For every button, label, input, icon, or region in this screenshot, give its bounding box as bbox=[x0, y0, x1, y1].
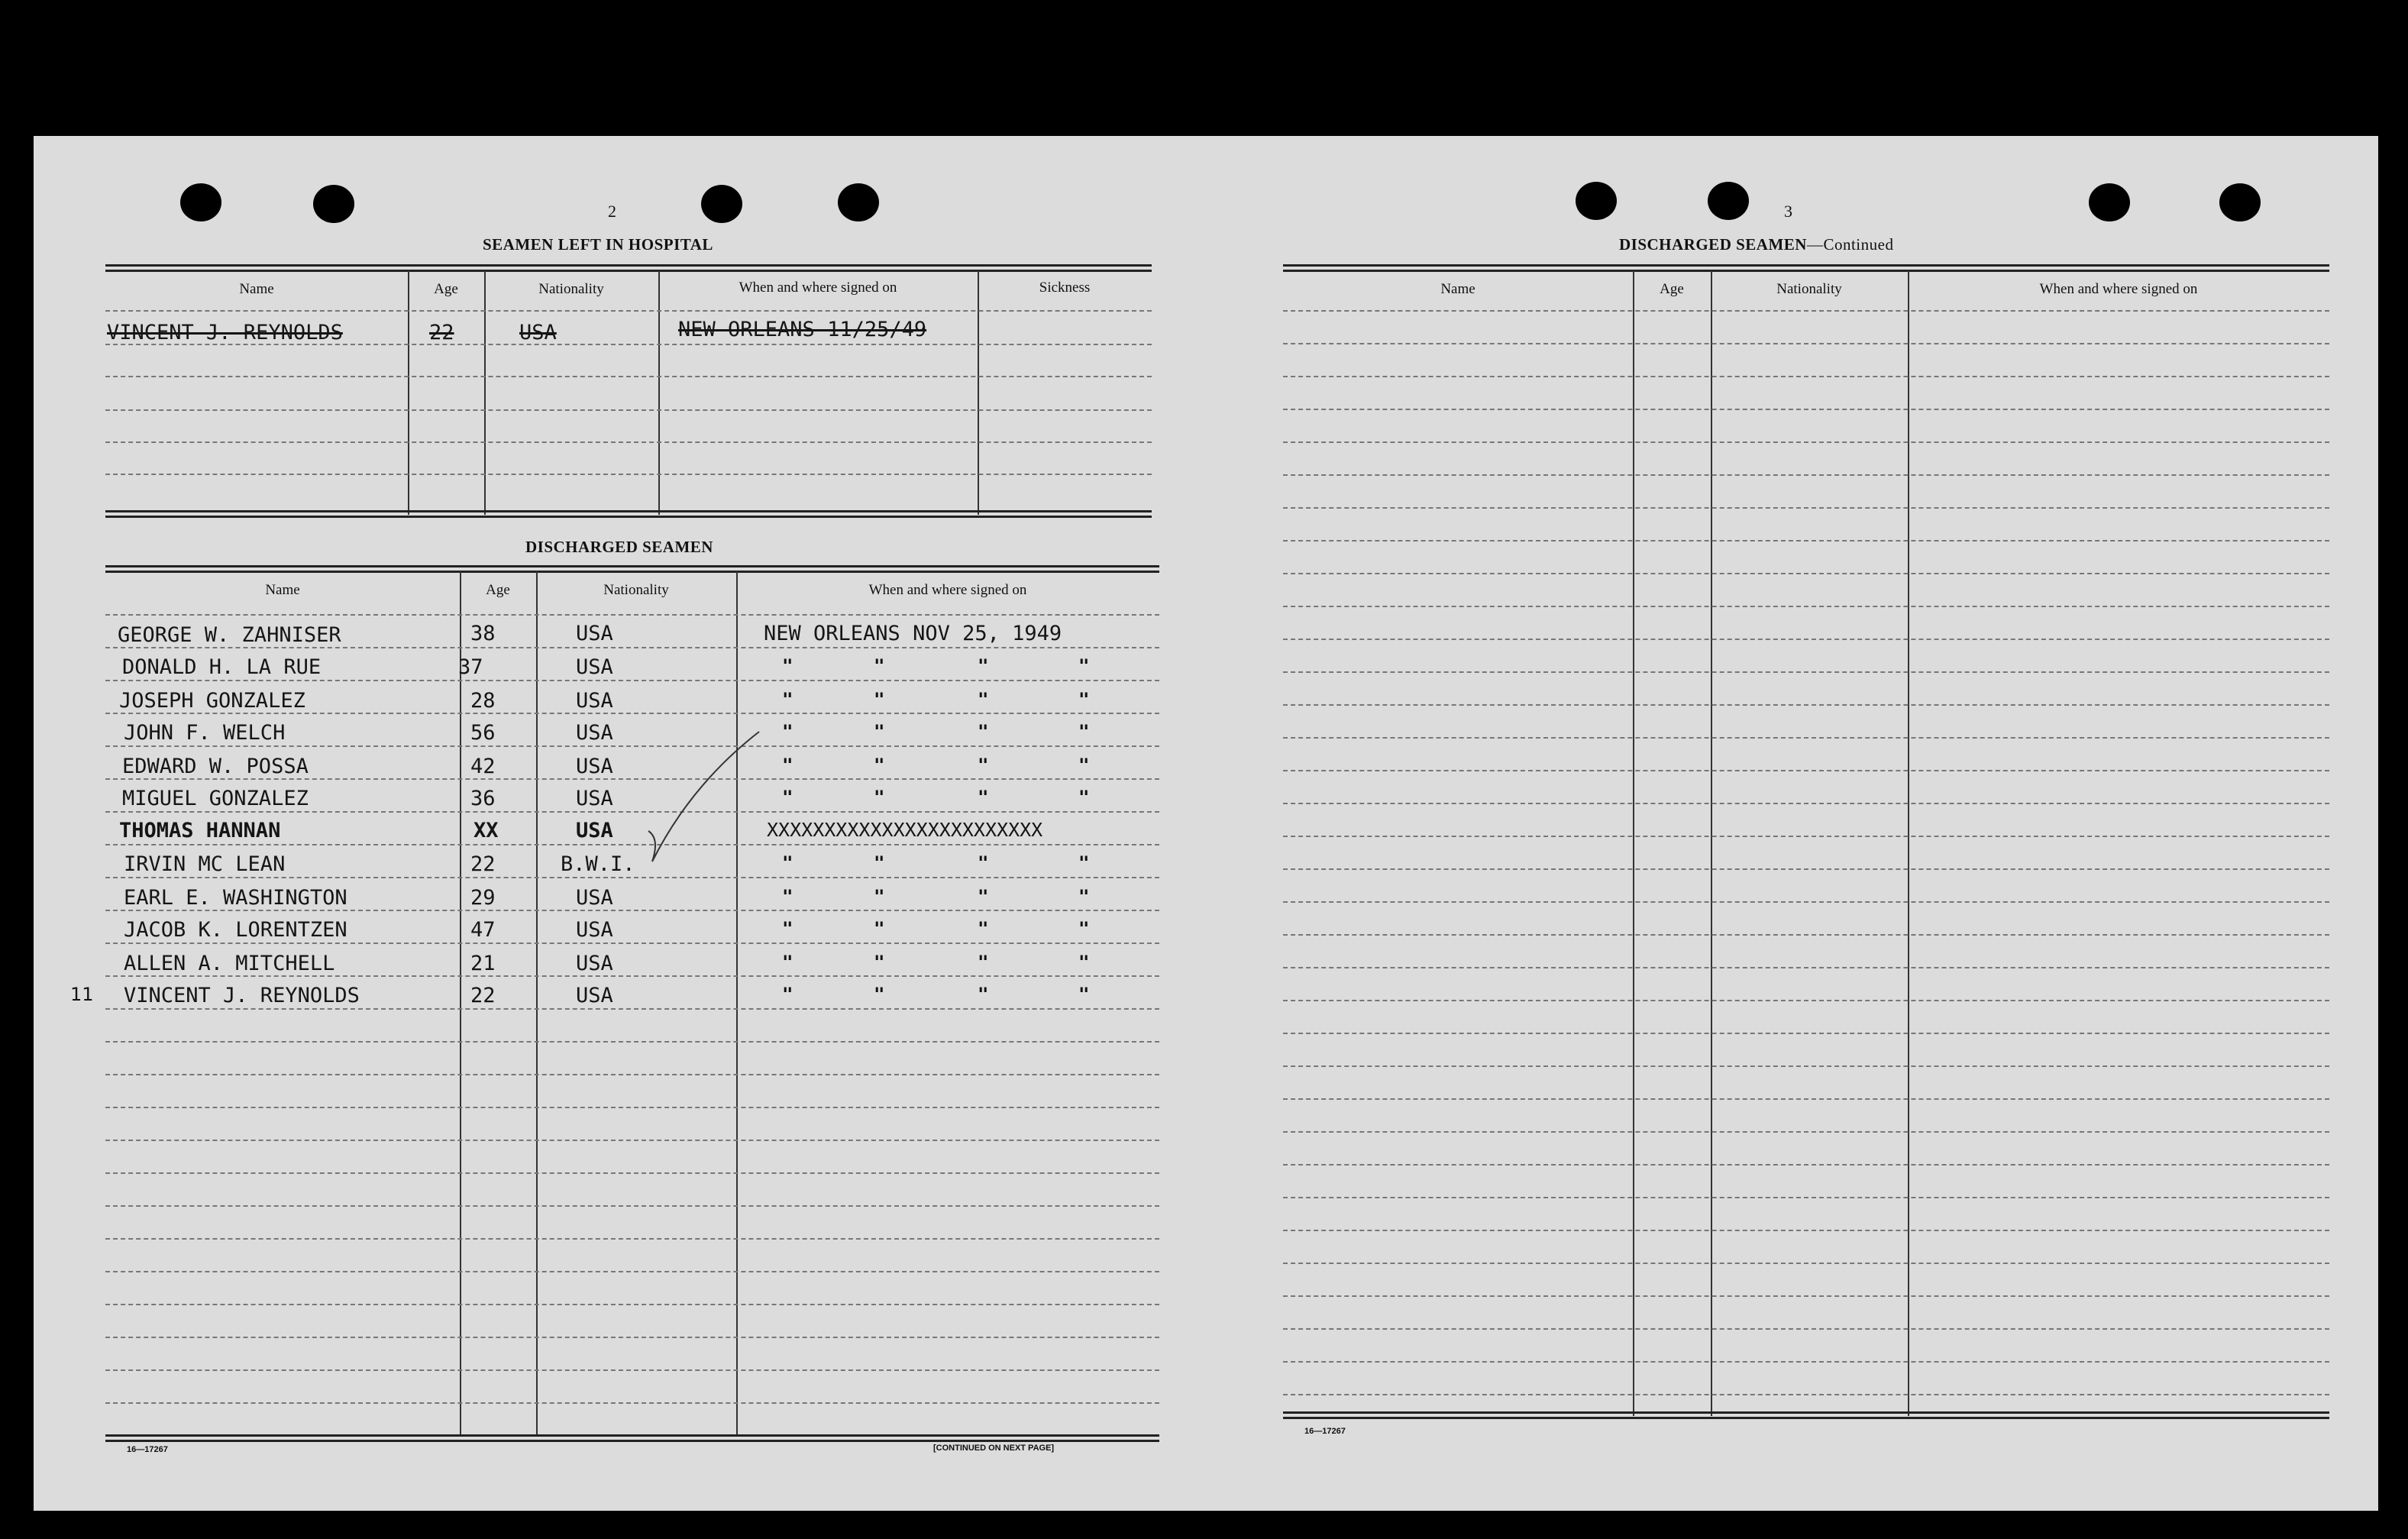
ruled-line bbox=[1283, 1394, 2329, 1395]
discharged-row-8-age: 29 bbox=[470, 886, 496, 910]
discharged-row-8-name: EARL E. WASHINGTON bbox=[124, 886, 347, 910]
margin-mark: 11 bbox=[70, 984, 94, 1005]
column-header-name: Name bbox=[265, 582, 300, 598]
form-number: 16—17267 bbox=[1304, 1427, 1346, 1436]
ruled-line bbox=[105, 975, 1159, 977]
ditto-mark: " bbox=[978, 918, 989, 939]
ditto-mark: " bbox=[978, 952, 989, 973]
ruled-line bbox=[1283, 474, 2329, 476]
ruled-line bbox=[1283, 441, 2329, 443]
ruled-line bbox=[1283, 1000, 2329, 1001]
ditto-mark: " bbox=[874, 886, 885, 907]
ruled-line bbox=[1283, 343, 2329, 344]
punch-hole bbox=[2219, 183, 2261, 221]
ditto-mark: " bbox=[782, 886, 794, 907]
punch-hole bbox=[2089, 183, 2130, 221]
ruled-line bbox=[105, 1304, 1159, 1305]
column-header-age: Age bbox=[1660, 281, 1684, 297]
discharged-row-3-nationality: USA bbox=[576, 721, 613, 745]
discharged-row-10-age: 21 bbox=[470, 952, 496, 975]
discharged-row-0-age: 38 bbox=[470, 622, 496, 645]
ditto-mark: " bbox=[782, 655, 794, 677]
ditto-mark: " bbox=[874, 721, 885, 742]
ditto-mark: " bbox=[1078, 755, 1090, 776]
ditto-mark: " bbox=[874, 655, 885, 677]
page-number: 2 bbox=[608, 202, 616, 221]
ditto-mark: " bbox=[782, 721, 794, 742]
continued-note: [CONTINUED ON NEXT PAGE] bbox=[933, 1444, 1055, 1453]
ruled-line bbox=[1283, 803, 2329, 804]
discharged-row-4-nationality: USA bbox=[576, 755, 613, 778]
ruled-line bbox=[105, 1337, 1159, 1338]
ditto-mark: " bbox=[1078, 787, 1090, 808]
column-header-sickness: Sickness bbox=[1039, 280, 1091, 296]
discharged-row-8-nationality: USA bbox=[576, 886, 613, 910]
punch-hole bbox=[838, 183, 879, 221]
hospital-row-nationality: USA bbox=[519, 321, 557, 344]
page-number: 3 bbox=[1784, 202, 1792, 221]
discharged-row-4-name: EDWARD W. POSSA bbox=[122, 755, 309, 778]
column-header-nationality: Nationality bbox=[603, 582, 669, 598]
ruled-line bbox=[1283, 868, 2329, 870]
title-continued: —Continued bbox=[1806, 235, 1894, 254]
column-header-nationality: Nationality bbox=[1776, 281, 1842, 297]
ditto-mark: " bbox=[874, 852, 885, 874]
ditto-mark: " bbox=[782, 755, 794, 776]
discharged-row-11-name: VINCENT J. REYNOLDS bbox=[124, 984, 360, 1007]
ruled-line bbox=[1283, 1164, 2329, 1166]
ruled-line bbox=[105, 1041, 1159, 1043]
discharged-row-9-name: JACOB K. LORENTZEN bbox=[124, 918, 347, 942]
ruled-line bbox=[1283, 1033, 2329, 1034]
ditto-mark: " bbox=[874, 952, 885, 973]
discharged-row-3-age: 56 bbox=[470, 721, 496, 745]
column-header-signed-on: When and where signed on bbox=[868, 582, 1027, 598]
ruled-line bbox=[1283, 1361, 2329, 1363]
ditto-mark: " bbox=[978, 721, 989, 742]
hospital-section-title: SEAMEN LEFT IN HOSPITAL bbox=[483, 235, 713, 254]
hospital-table-top-rule bbox=[105, 264, 1152, 267]
discharged-row-2-name: JOSEPH GONZALEZ bbox=[119, 689, 305, 713]
punch-hole bbox=[1708, 182, 1749, 220]
discharged-row-9-age: 47 bbox=[470, 918, 496, 942]
ruled-line bbox=[1283, 1098, 2329, 1100]
ruled-line bbox=[1283, 540, 2329, 542]
discharged-row-7-name: IRVIN MC LEAN bbox=[124, 852, 286, 876]
ruled-line bbox=[1283, 1197, 2329, 1198]
ruled-line bbox=[105, 745, 1159, 747]
ruled-line bbox=[1283, 671, 2329, 673]
ditto-mark: " bbox=[782, 852, 794, 874]
discharged-row-0-signed-on: NEW ORLEANS NOV 25, 1949 bbox=[764, 622, 1062, 645]
ditto-mark: " bbox=[978, 755, 989, 776]
ruled-line bbox=[105, 942, 1159, 944]
discharged-row-5-name: MIGUEL GONZALEZ bbox=[122, 787, 309, 810]
ditto-mark: " bbox=[1078, 952, 1090, 973]
discharged-row-6-age: XX bbox=[474, 819, 499, 842]
discharged-row-4-age: 42 bbox=[470, 755, 496, 778]
ruled-line bbox=[105, 1008, 1159, 1010]
ruled-line bbox=[1283, 737, 2329, 739]
column-header-name: Name bbox=[239, 281, 274, 297]
ditto-mark: " bbox=[1078, 918, 1090, 939]
column-header-nationality: Nationality bbox=[538, 281, 604, 297]
ruled-line bbox=[1283, 409, 2329, 410]
ruled-line bbox=[1283, 376, 2329, 377]
discharged-row-9-nationality: USA bbox=[576, 918, 613, 942]
hospital-row-name: VINCENT J. REYNOLDS bbox=[107, 321, 343, 344]
ruled-line bbox=[105, 614, 1159, 616]
ditto-mark: " bbox=[1078, 886, 1090, 907]
ruled-line bbox=[105, 1107, 1159, 1108]
discharged-row-7-nationality: B.W.I. bbox=[561, 852, 635, 876]
ruled-line bbox=[105, 1238, 1159, 1240]
discharged-row-1-name: DONALD H. LA RUE bbox=[122, 655, 322, 679]
ditto-mark: " bbox=[1078, 984, 1090, 1005]
ditto-mark: " bbox=[782, 787, 794, 808]
ruled-line bbox=[1283, 639, 2329, 640]
discharged-row-5-age: 36 bbox=[470, 787, 496, 810]
manifest-sheet bbox=[34, 136, 2378, 1511]
hospital-row-age: 22 bbox=[429, 321, 454, 344]
ditto-mark: " bbox=[978, 852, 989, 874]
ruled-line bbox=[1283, 836, 2329, 837]
discharged-row-7-age: 22 bbox=[470, 852, 496, 876]
ruled-line bbox=[1283, 1295, 2329, 1297]
discharged-row-6-nationality: USA bbox=[576, 819, 613, 842]
ruled-line bbox=[1283, 704, 2329, 706]
discharged-row-11-nationality: USA bbox=[576, 984, 613, 1007]
ditto-mark: " bbox=[978, 689, 989, 710]
ruled-line bbox=[105, 647, 1159, 648]
discharged-section-title: DISCHARGED SEAMEN bbox=[525, 538, 713, 556]
ditto-mark: " bbox=[1078, 655, 1090, 677]
ruled-line bbox=[105, 1172, 1159, 1174]
ruled-line bbox=[1283, 934, 2329, 936]
ruled-line bbox=[1283, 573, 2329, 574]
discharged-row-1-nationality: USA bbox=[576, 655, 613, 679]
ruled-line bbox=[105, 778, 1159, 780]
discharged-row-2-age: 28 bbox=[470, 689, 496, 713]
ditto-mark: " bbox=[978, 984, 989, 1005]
ditto-mark: " bbox=[1078, 689, 1090, 710]
discharged-row-10-nationality: USA bbox=[576, 952, 613, 975]
ditto-mark: " bbox=[978, 787, 989, 808]
ruled-line bbox=[1283, 1065, 2329, 1067]
ruled-line bbox=[105, 811, 1159, 813]
ruled-line bbox=[105, 713, 1159, 714]
discharged-row-10-name: ALLEN A. MITCHELL bbox=[124, 952, 335, 975]
ditto-mark: " bbox=[874, 918, 885, 939]
ruled-line bbox=[105, 1402, 1159, 1404]
ruled-line bbox=[105, 910, 1159, 911]
ruled-line bbox=[105, 877, 1159, 878]
column-header-signed-on: When and where signed on bbox=[739, 280, 897, 296]
punch-hole bbox=[1576, 182, 1617, 220]
discharged-row-6-name: THOMAS HANNAN bbox=[119, 819, 281, 842]
ruled-line bbox=[1283, 507, 2329, 509]
discharged-row-11-age: 22 bbox=[470, 984, 496, 1007]
discharged-row-6-signed-on: XXXXXXXXXXXXXXXXXXXXXXXX bbox=[767, 819, 1043, 841]
ruled-line bbox=[1283, 606, 2329, 607]
discharged-row-0-name: GEORGE W. ZAHNISER bbox=[118, 623, 341, 647]
punch-hole bbox=[180, 183, 221, 221]
column-header-name: Name bbox=[1440, 281, 1476, 297]
ditto-mark: " bbox=[782, 918, 794, 939]
ditto-mark: " bbox=[978, 655, 989, 677]
ruled-line bbox=[105, 1140, 1159, 1141]
ruled-line bbox=[105, 680, 1159, 681]
ditto-mark: " bbox=[782, 984, 794, 1005]
column-header-age: Age bbox=[486, 582, 510, 598]
ruled-line bbox=[1283, 967, 2329, 968]
column-header-age: Age bbox=[434, 281, 458, 297]
ditto-mark: " bbox=[874, 755, 885, 776]
check-mark-icon bbox=[645, 724, 767, 877]
title-main: DISCHARGED SEAMEN bbox=[1619, 235, 1807, 254]
ditto-mark: " bbox=[874, 689, 885, 710]
form-number: 16—17267 bbox=[127, 1445, 168, 1454]
discharged-row-1-age: 37 bbox=[458, 655, 483, 679]
ditto-mark: " bbox=[1078, 721, 1090, 742]
discharged-continued-title bbox=[1619, 235, 1893, 254]
ruled-line bbox=[105, 1369, 1159, 1371]
ditto-mark: " bbox=[1078, 852, 1090, 874]
ditto-mark: " bbox=[874, 787, 885, 808]
ruled-line bbox=[1283, 1230, 2329, 1231]
ruled-line bbox=[1283, 901, 2329, 903]
ruled-line bbox=[105, 844, 1159, 845]
discharged-row-2-nationality: USA bbox=[576, 689, 613, 713]
ditto-mark: " bbox=[782, 952, 794, 973]
ditto-mark: " bbox=[782, 689, 794, 710]
column-header-signed-on: When and where signed on bbox=[2039, 281, 2198, 297]
discharged-row-5-nationality: USA bbox=[576, 787, 613, 810]
discharged-row-0-nationality: USA bbox=[576, 622, 613, 645]
ruled-line bbox=[105, 1271, 1159, 1272]
punch-hole bbox=[701, 185, 742, 223]
ruled-line bbox=[105, 1074, 1159, 1075]
punch-hole bbox=[313, 185, 354, 223]
ruled-line bbox=[1283, 1263, 2329, 1264]
ditto-mark: " bbox=[874, 984, 885, 1005]
ruled-line bbox=[105, 1205, 1159, 1207]
ruled-line bbox=[1283, 310, 2329, 312]
hospital-row-signed-on: NEW ORLEANS 11/25/49 bbox=[678, 318, 927, 341]
ruled-line bbox=[1283, 1131, 2329, 1133]
ditto-mark: " bbox=[978, 886, 989, 907]
ruled-line bbox=[1283, 770, 2329, 771]
discharged-row-3-name: JOHN F. WELCH bbox=[124, 721, 286, 745]
ruled-line bbox=[1283, 1328, 2329, 1330]
